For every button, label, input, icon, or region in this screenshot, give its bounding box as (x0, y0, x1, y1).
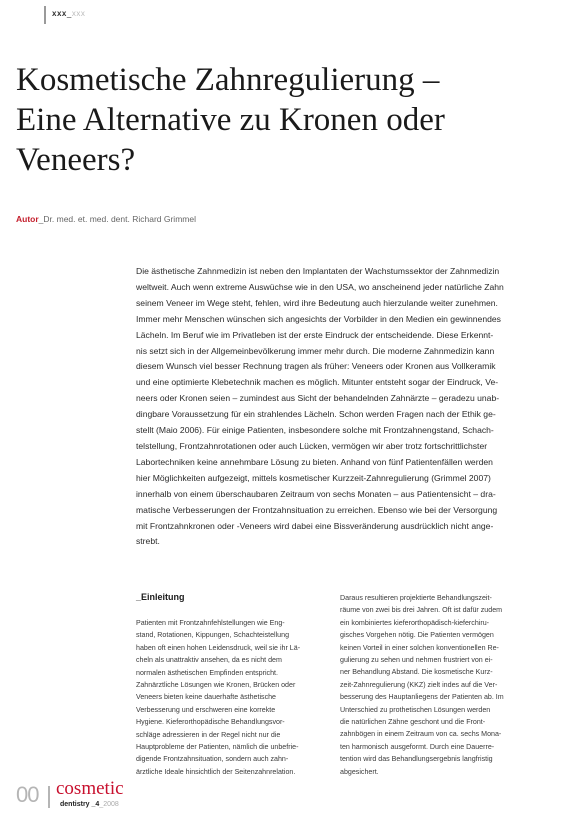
article-title (16, 60, 564, 180)
header-divider (44, 6, 46, 24)
author-name: _Dr. med. et. med. dent. Richard Grimmel (38, 214, 196, 224)
body-line: digende Frontzahnsituation, sondern auch zahn- (136, 755, 289, 764)
abstract-line: und eine optimierte Klebetechnik machen es möglich. Mitunter entsteht sogar der Eindruck, Ve- (136, 377, 499, 388)
body-line: Hauptprobleme der Patienten, nämlich die unbefrie- (136, 743, 299, 752)
issue-number: _4 (91, 801, 100, 808)
body-line: gisches Vorgehen nötig. Die Patienten vermögen (340, 631, 494, 640)
author-line (16, 214, 196, 224)
abstract-line: Immer mehr Menschen wünschen sich angesichts der Vorbilder in den Medien ein gewinnendes (136, 313, 501, 324)
journal-logo-subline (60, 801, 119, 808)
abstract-line: Die ästhetische Zahnmedizin ist neben den Implantaten der Wachstumssektor der Zahnmedizin (136, 266, 500, 276)
abstract-line: hier Möglichkeiten aufgezeigt, mittels kosmetischer Kurzzeit-Zahnregulierung (Grimmel 2007) (136, 472, 491, 483)
body-line: räume von zwei bis drei Jahren. Oft ist dafür zudem (340, 606, 503, 615)
abstract-line: strebt. (136, 536, 160, 547)
body-line: normalen ästhetischen Empfinden entspricht. (136, 668, 278, 677)
abstract-line: telstellung, Frontzahnrotationen oder auch Lücken, vermögen wir aber trotz fortschrittlichster (136, 440, 488, 451)
abstract-line: weltweit. Auch wenn extreme Auswüchse wie in den USA, wo anscheinend jeder natürliche Zahn (136, 281, 504, 292)
body-line: ärztliche Ideale hinsichtlich der Seitenzahnrelation. (136, 767, 296, 776)
body-line: haben oft einen hohen Leidensdruck, weil sie ihr Lä- (136, 643, 301, 652)
abstract-line: neers oder Kronen seien – zumindest aus Sicht der behandelnden Zahnärzte – geradezu unab- (136, 393, 500, 404)
body-column-right (340, 592, 547, 778)
title-line: Kosmetische Zahnregulierung – (16, 62, 440, 98)
footer-divider (48, 786, 50, 808)
abstract-line: stellt (Maio 2006). Für einige Patienten, insbesondere solche mit Frontzahnengstand, Schach- (136, 425, 494, 436)
abstract-line: diesem Wunsch viel besser Rechnung tragen als früher: Veneers oder Kronen aus Vollkeramik (136, 361, 496, 372)
body-line: cheln als unattraktiv ansehen, da es nicht dem (136, 656, 282, 665)
header-separator: _ (66, 9, 72, 18)
abstract-line: matische Verbesserungen der Frontzahnsituation zu erreichen. Ebenso wie bei der Versorgung (136, 504, 498, 515)
header-section: xxx (52, 9, 67, 18)
abstract-line: Lächeln. Im Beruf wie im Privatleben ist der erste Eindruck der entscheidende. Diese Erkennt- (136, 329, 494, 340)
article-abstract (136, 264, 554, 550)
section-heading-einleitung: _Einleitung (136, 592, 185, 602)
body-line: ner Behandlung Abstand. Die kosmetische Kurz- (340, 668, 493, 677)
body-line: abgesichert. (340, 767, 379, 776)
abstract-line: dingbare Voraussetzung für ein strahlendes Lächeln. Schon werden Fragen nach der Ethik ge- (136, 409, 496, 420)
body-line: Verbesserung und erschweren eine korrekte (136, 705, 276, 714)
title-line: Veneers? (16, 142, 136, 178)
journal-logo-dentistry: dentistry (60, 801, 90, 808)
body-line: tention wird das Behandlungsergebnis langfristig (340, 755, 493, 764)
author-label: Autor (16, 214, 39, 224)
abstract-line: seinem Veneer im Wege steht, fehlen, wird ihre Bedeutung auch hierzulande weiter zunehmen. (136, 297, 498, 308)
body-line: zahnbögen in einem Zeitraum von ca. sechs Mona- (340, 730, 502, 739)
body-line: keinen Vorteil in einer solchen konventionellen Re- (340, 643, 499, 652)
body-line: die natürlichen Zähne geschont und die Front- (340, 718, 486, 727)
body-line: Hygiene. Kieferorthopädische Behandlungsvor- (136, 718, 285, 727)
body-line: Patienten mit Frontzahnfehlstellungen wie Eng- (136, 619, 285, 627)
abstract-line: innerhalb von einem überschaubaren Zeitraum von sechs Monaten – aus Patientensicht – dra- (136, 488, 496, 499)
page-number: 00 (16, 782, 39, 807)
body-line: Unterschied zu prothetischen Lösungen werden (340, 705, 491, 714)
running-header (52, 9, 85, 18)
body-line: Veneers bieten keine dauerhafte ästhetische (136, 693, 277, 702)
body-line: besserung des Hauptanliegens der Patienten ab. Im (340, 693, 504, 702)
abstract-line: nis setzt sich in der Allgemeinbevölkerung immer mehr durch. Die moderne Zahnmedizin kann (136, 345, 495, 356)
title-line: Eine Alternative zu Kronen oder (16, 102, 445, 138)
journal-logo-cosmetic: cosmetic (56, 778, 124, 799)
header-subsection: xxx (71, 9, 86, 18)
issue-year: _2008 (99, 801, 119, 808)
abstract-line: Labortechniken keine annehmbare Lösung zu bieten. Anhand von fünf Patientenfällen werden (136, 456, 493, 467)
body-line: ein kombiniertes kieferorthopädisch-kieferchiru- (340, 618, 490, 627)
body-column-left (136, 617, 343, 778)
body-line: zeit-Zahnregulierung (KKZ) zielt indes auf die Ver- (340, 680, 498, 689)
body-line: ten harmonisch ausgeformt. Durch eine Dauerre- (340, 742, 495, 751)
body-line: Zahnärztliche Lösungen wie Kronen, Brücken oder (136, 681, 296, 690)
abstract-line: mit Frontzahnkronen oder -Veneers wird dabei eine Bissveränderung ausdrücklich nicht ange- (136, 520, 494, 531)
body-line: schläge adressieren in der Regel nicht nur die (136, 730, 281, 739)
body-line: gulierung zu sehen und nehmen frustriert von ei- (340, 656, 493, 665)
body-line: Daraus resultieren projektierte Behandlungszeit- (340, 594, 492, 602)
body-line: stand, Rotationen, Kippungen, Schachteistellung (136, 631, 290, 640)
